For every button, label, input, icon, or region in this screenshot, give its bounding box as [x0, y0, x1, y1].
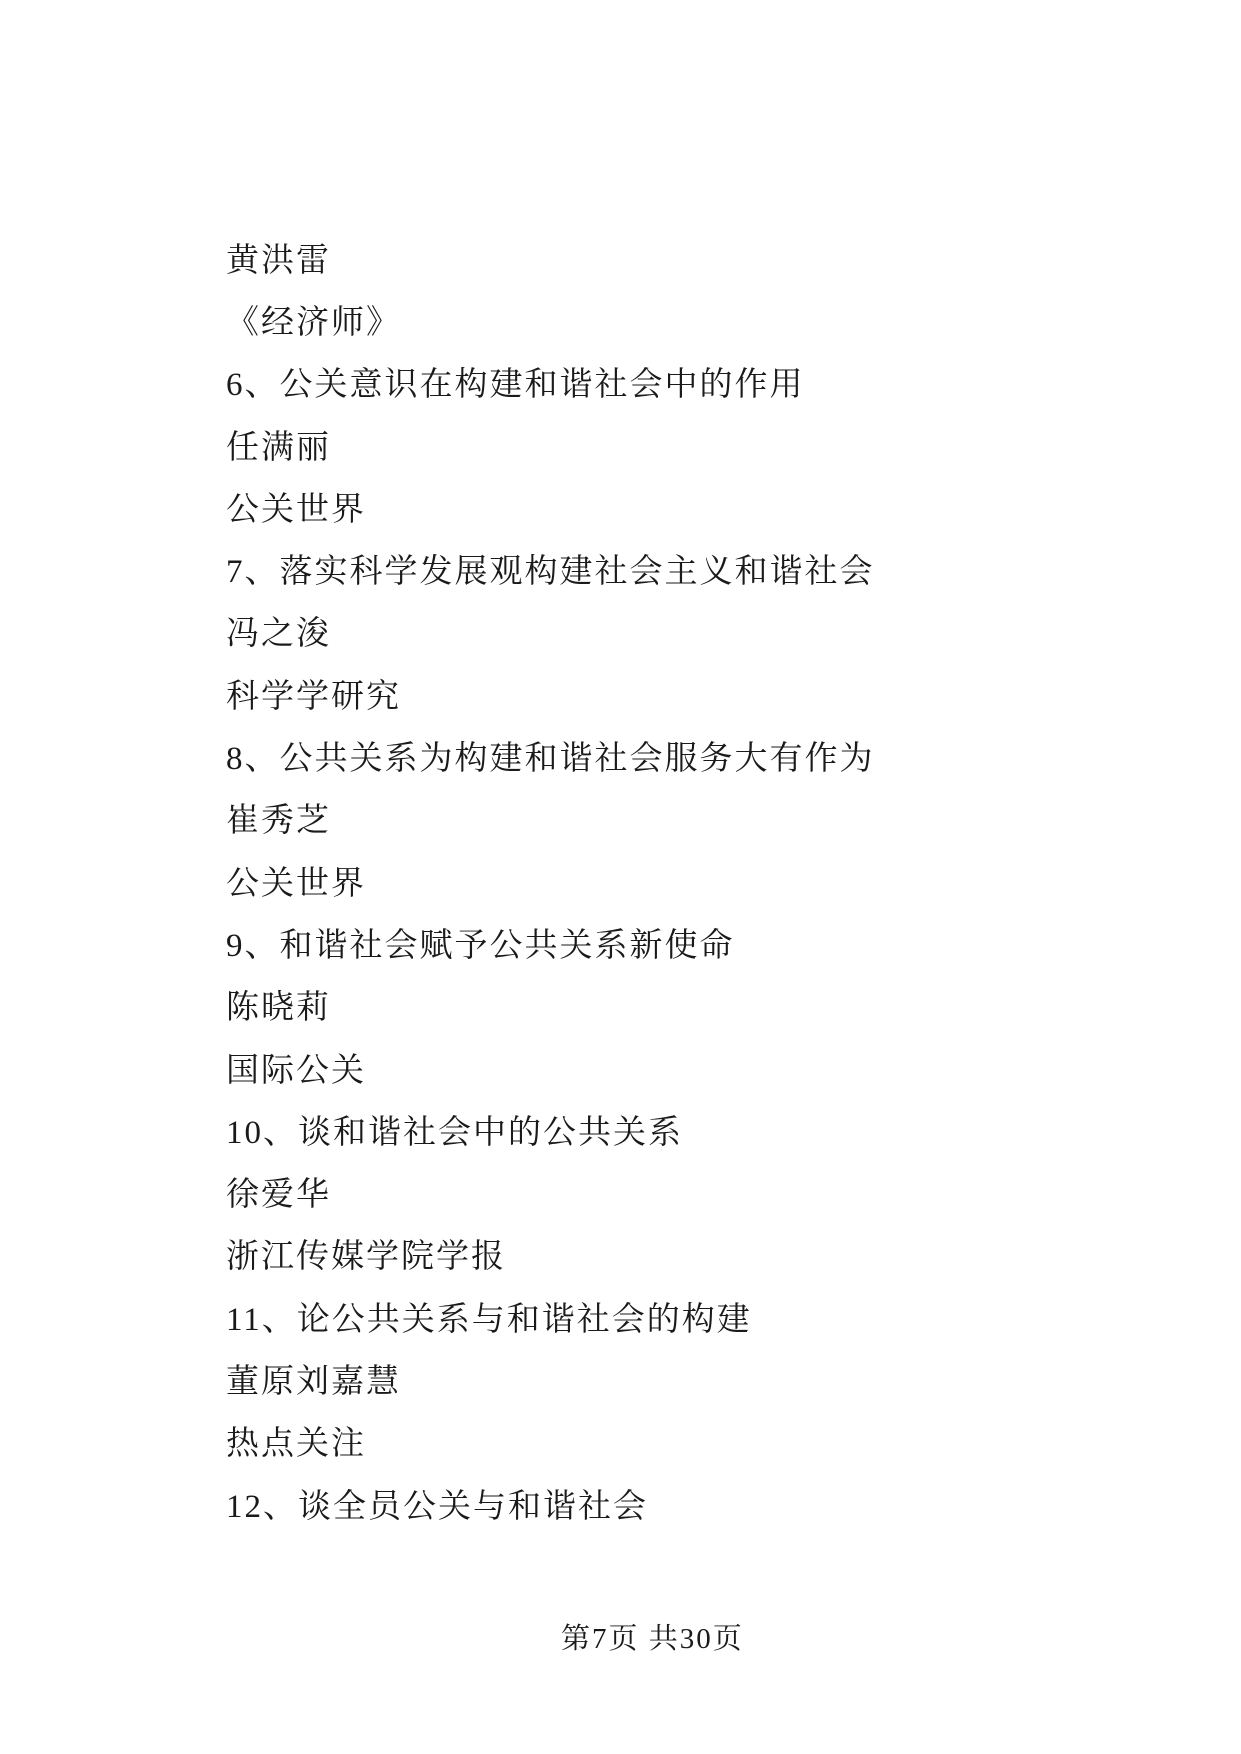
reference-entry-line: 10、谈和谐社会中的公共关系: [226, 1114, 683, 1151]
author-line: 徐爱华: [226, 1177, 331, 1214]
journal-line: 公关世界: [226, 865, 366, 902]
author-line: 崔秀芝: [226, 803, 331, 840]
page-footer: [561, 1616, 744, 1657]
journal-line: 浙江传媒学院学报: [226, 1239, 506, 1276]
author-line: 黄洪雷: [226, 242, 331, 279]
reference-entry-line: 11、论公共关系与和谐社会的构建: [226, 1301, 752, 1338]
reference-list: [226, 226, 1181, 1534]
page-number-label: 第7页 共30页: [561, 1623, 744, 1655]
reference-entry-line: 9、和谐社会赋予公共关系新使命: [226, 927, 735, 964]
journal-line: 公关世界: [226, 491, 366, 528]
reference-entry-line: 12、谈全员公关与和谐社会: [226, 1488, 648, 1525]
author-line: 董原刘嘉慧: [226, 1363, 401, 1400]
journal-line: 科学学研究: [226, 678, 401, 715]
reference-entry-line: 8、公共关系为构建和谐社会服务大有作为: [226, 741, 875, 778]
reference-entry-line: 7、落实科学发展观构建社会主义和谐社会: [226, 554, 875, 591]
journal-line: 热点关注: [226, 1426, 366, 1463]
journal-line: 国际公关: [226, 1052, 366, 1089]
reference-entry-line: 6、公关意识在构建和谐社会中的作用: [226, 367, 805, 404]
author-line: 陈晓莉: [226, 990, 331, 1027]
author-line: 任满丽: [226, 429, 331, 466]
author-line: 冯之浚: [226, 616, 331, 653]
journal-line: 《经济师》: [226, 304, 401, 341]
